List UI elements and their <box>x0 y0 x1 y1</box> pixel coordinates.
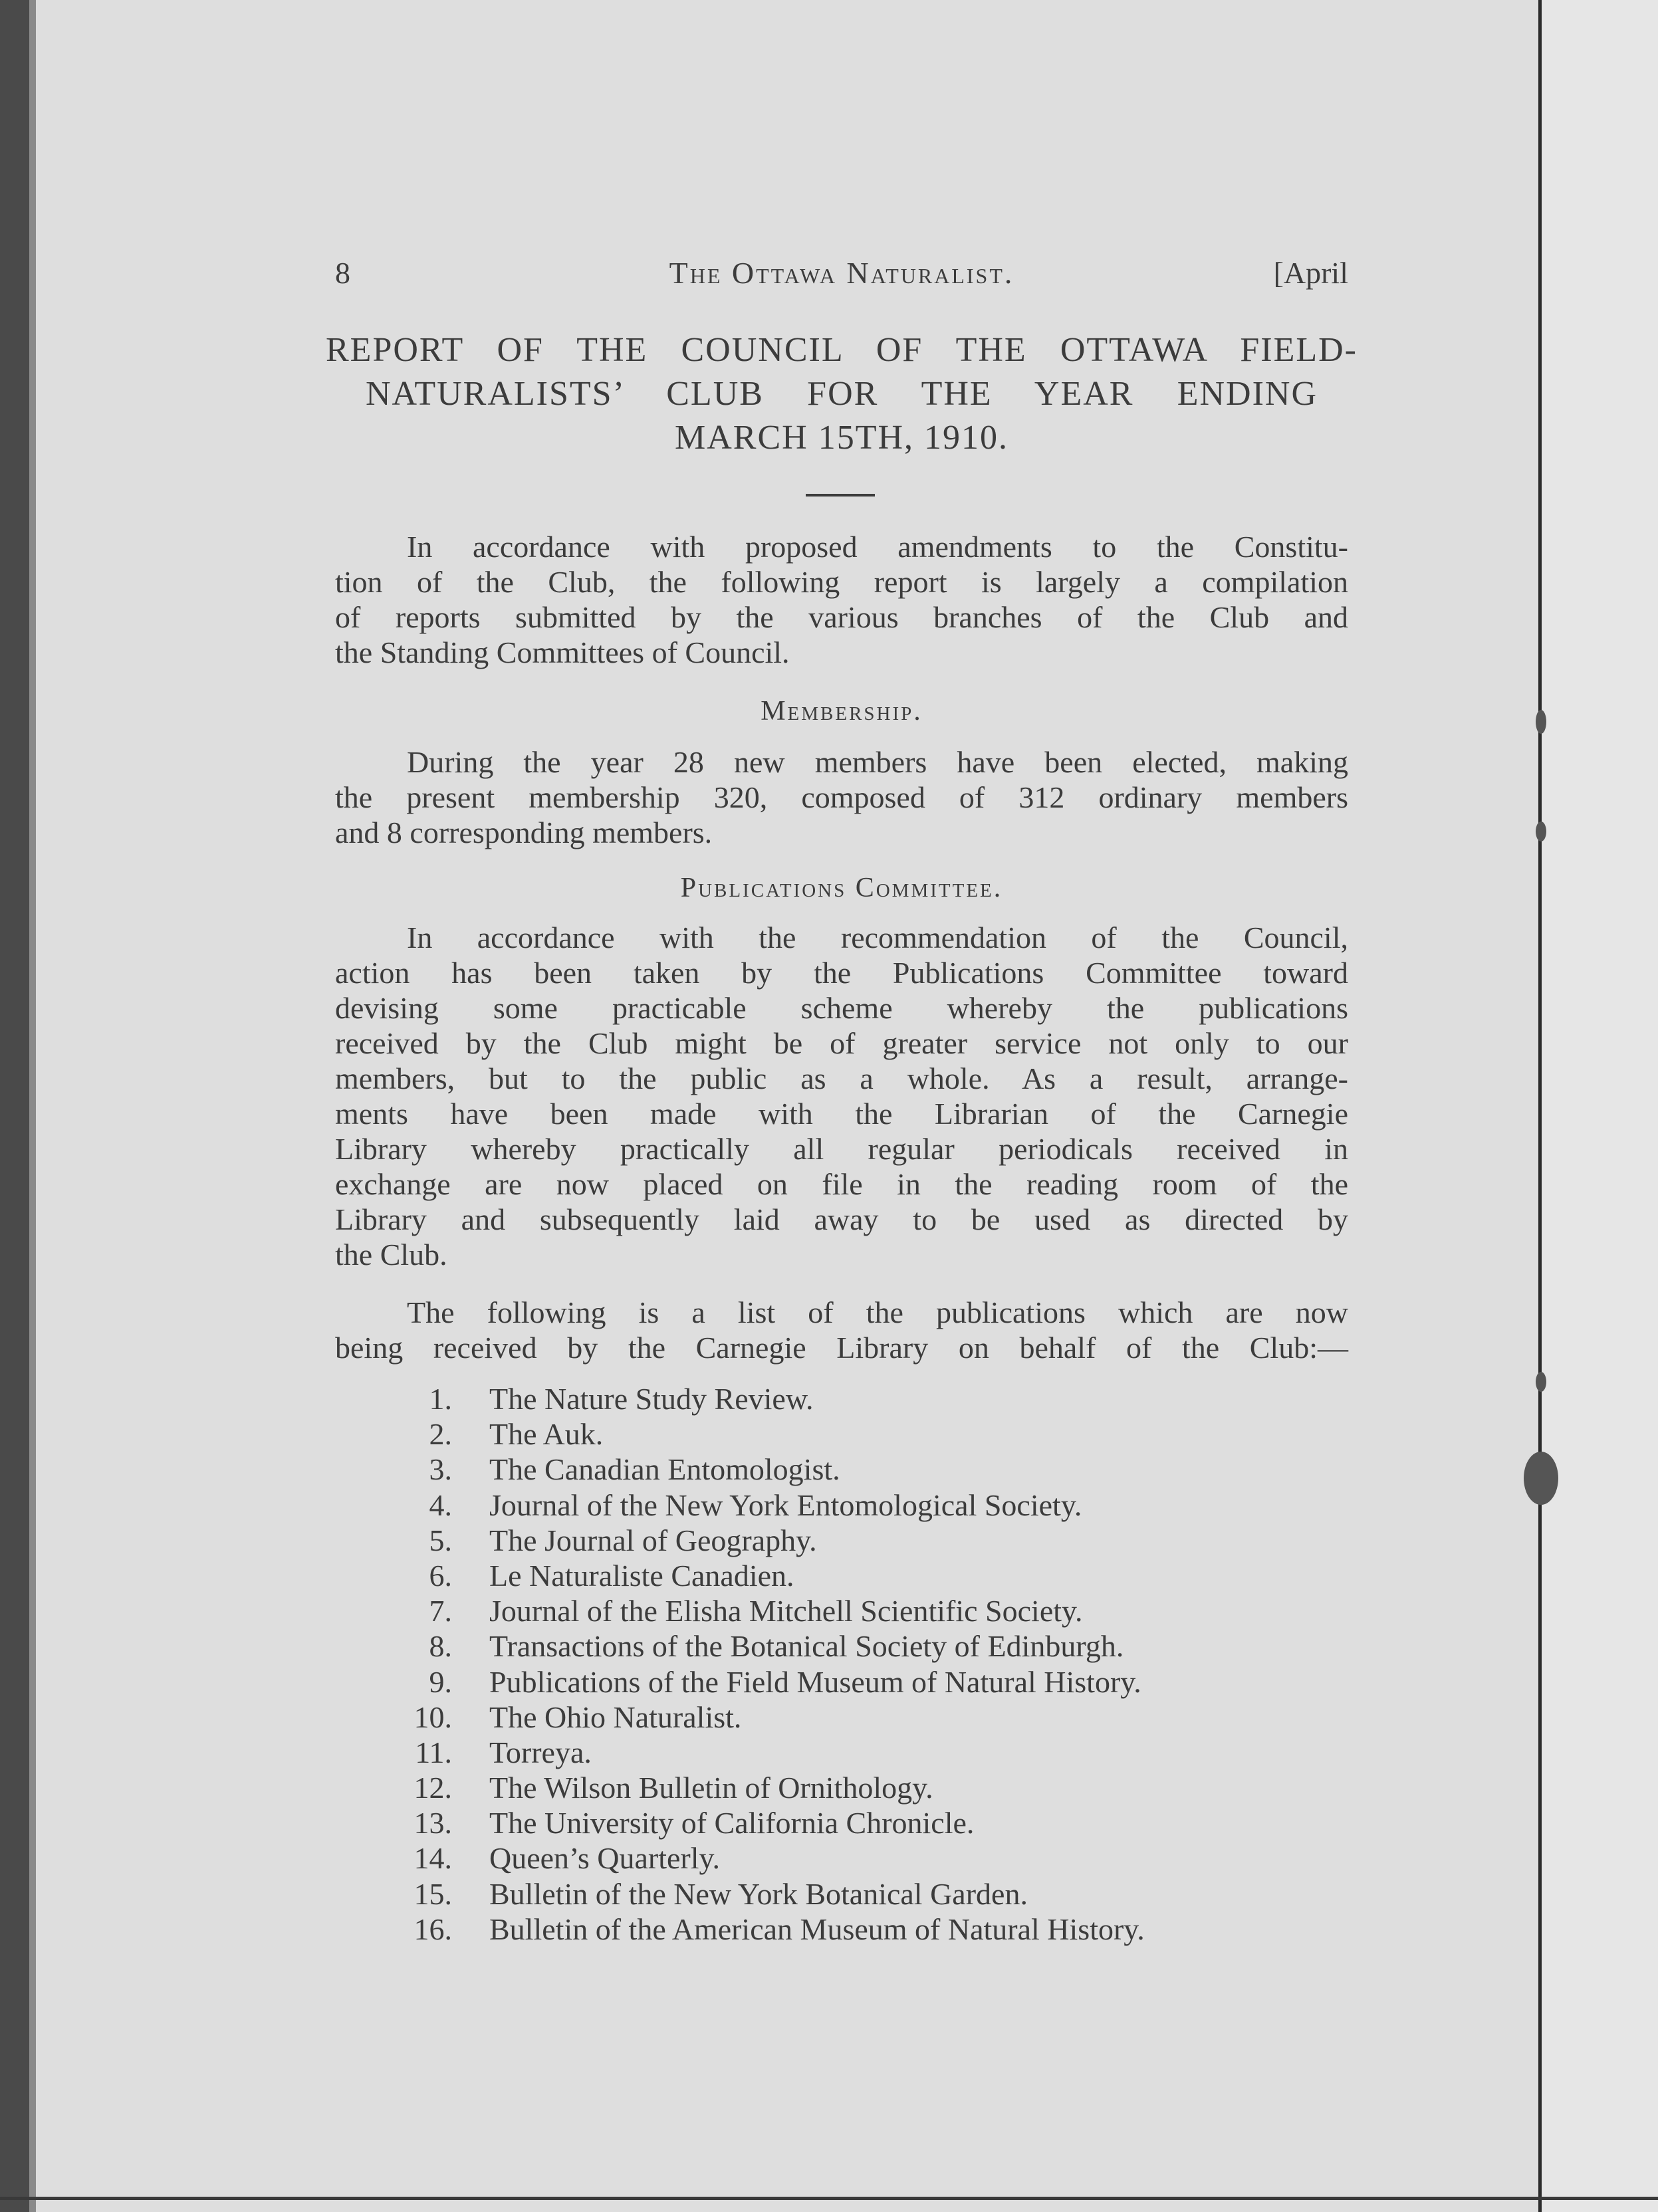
text-line: of reports submitted by the various branches of the Club and <box>335 600 1348 634</box>
list-item <box>399 1735 1356 1770</box>
text-line: members, but to the public as a whole. As a result, arrange- <box>335 1061 1348 1095</box>
text-line: In accordance with proposed amendments to the Constitu- <box>407 530 1348 564</box>
list-number: 15. <box>414 1876 452 1911</box>
list-number: 2. <box>429 1417 452 1452</box>
list-number: 6. <box>429 1558 452 1593</box>
list-item <box>399 1628 1356 1664</box>
publications-list <box>399 1381 1356 1947</box>
report-title <box>326 328 1358 460</box>
list-number: 16. <box>414 1912 452 1946</box>
publication-title: Queen’s Quarterly. <box>489 1841 720 1876</box>
list-item <box>399 1416 1356 1452</box>
list-item <box>399 1523 1356 1558</box>
bottom-edge-line <box>0 2197 1658 2200</box>
list-number: 10. <box>414 1700 452 1734</box>
publication-title: The Ohio Naturalist. <box>489 1700 742 1734</box>
list-number: 9. <box>429 1664 452 1699</box>
text-line: action has been taken by the Publications Committee toward <box>335 956 1348 990</box>
publications-paragraph <box>335 920 1348 1272</box>
page-number: 8 <box>335 256 350 290</box>
text-line: Library and subsequently laid away to be used as directed by <box>335 1202 1348 1236</box>
text-line: and 8 corresponding members. <box>335 816 713 849</box>
binding-edge <box>0 0 29 2212</box>
list-number: 14. <box>414 1841 452 1876</box>
adjacent-page-strip <box>1542 0 1658 2212</box>
list-item <box>399 1770 1356 1805</box>
text-line: Library whereby practically all regular periodicals received in <box>335 1132 1348 1166</box>
text-line: the present membership 320, composed of 312 ordinary members <box>335 780 1348 814</box>
membership-paragraph <box>335 744 1348 850</box>
publication-title: The Canadian Entomologist. <box>489 1452 840 1487</box>
publication-title: The Wilson Bulletin of Ornithology. <box>489 1771 933 1805</box>
text-line: In accordance with the recommendation of the Council, <box>407 921 1348 954</box>
publication-title: The University of California Chronicle. <box>489 1806 975 1840</box>
publication-title: Bulletin of the New York Botanical Garden. <box>489 1876 1028 1911</box>
issue-month: [April <box>1273 256 1348 290</box>
text-line: The following is a list of the publications which are now <box>407 1295 1348 1329</box>
text-line: During the year 28 new members have been elected, making <box>407 745 1348 779</box>
publication-title: Journal of the New York Entomological Society. <box>489 1488 1082 1522</box>
publication-title: Bulletin of the American Museum of Natural History. <box>489 1912 1145 1946</box>
title-line: MARCH 15TH, 1910. <box>674 419 1009 457</box>
list-item <box>399 1805 1356 1840</box>
publication-title: Le Naturaliste Canadien. <box>489 1558 794 1593</box>
publication-title: Torreya. <box>489 1735 592 1769</box>
publication-title: Transactions of the Botanical Society of Edinburgh. <box>489 1629 1124 1664</box>
text-line: exchange are now placed on file in the reading room of the <box>335 1167 1348 1201</box>
text-line: tion of the Club, the following report is largely a compilation <box>335 565 1348 599</box>
list-item <box>399 1840 1356 1876</box>
publication-title: The Nature Study Review. <box>489 1382 814 1416</box>
binding-hole <box>1536 710 1546 734</box>
publication-title: The Journal of Geography. <box>489 1523 817 1557</box>
text-line: devising some practicable scheme whereby the publications <box>335 991 1348 1025</box>
list-number: 12. <box>414 1771 452 1805</box>
page-edge-line <box>1538 0 1542 2212</box>
binding-hole <box>1536 822 1546 841</box>
text-line: received by the Club might be of greater service not only to our <box>335 1026 1348 1060</box>
publication-title: The Auk. <box>489 1417 604 1452</box>
list-number: 4. <box>429 1488 452 1522</box>
publication-title: Publications of the Field Museum of Natural History. <box>489 1664 1141 1699</box>
publication-title: Journal of the Elisha Mitchell Scientific Society. <box>489 1594 1083 1628</box>
list-item <box>399 1381 1356 1416</box>
list-number: 3. <box>429 1452 452 1487</box>
text-line: ments have been made with the Librarian of the Carnegie <box>335 1097 1348 1131</box>
list-item <box>399 1912 1356 1947</box>
binding-hole <box>1536 1372 1546 1392</box>
title-line: REPORT OF THE COUNCIL OF THE OTTAWA FIELD- <box>326 331 1358 369</box>
section-heading-publications: Publications Committee. <box>680 873 1003 903</box>
title-rule <box>806 494 875 497</box>
binding-hole <box>1524 1452 1558 1505</box>
intro-paragraph <box>335 529 1348 670</box>
list-intro-paragraph <box>335 1295 1348 1365</box>
binding-shadow <box>29 0 36 2212</box>
list-number: 7. <box>429 1594 452 1628</box>
list-number: 13. <box>414 1806 452 1840</box>
text-line: being received by the Carnegie Library on behalf of the Club:— <box>335 1331 1348 1365</box>
text-line: the Club. <box>335 1238 447 1272</box>
list-item <box>399 1558 1356 1593</box>
list-number: 11. <box>415 1735 452 1769</box>
section-heading-membership: Membership. <box>761 696 923 726</box>
list-number: 5. <box>429 1523 452 1557</box>
running-head <box>335 255 1348 295</box>
list-item <box>399 1700 1356 1735</box>
list-item <box>399 1664 1356 1700</box>
journal-title: The Ottawa Naturalist. <box>669 256 1014 290</box>
list-number: 1. <box>429 1382 452 1416</box>
list-number: 8. <box>429 1629 452 1664</box>
list-item <box>399 1876 1356 1912</box>
text-line: the Standing Committees of Council. <box>335 635 790 669</box>
title-line: NATURALISTS’ CLUB FOR THE YEAR ENDING <box>366 375 1318 413</box>
list-item <box>399 1593 1356 1628</box>
list-item <box>399 1452 1356 1487</box>
list-item <box>399 1488 1356 1523</box>
